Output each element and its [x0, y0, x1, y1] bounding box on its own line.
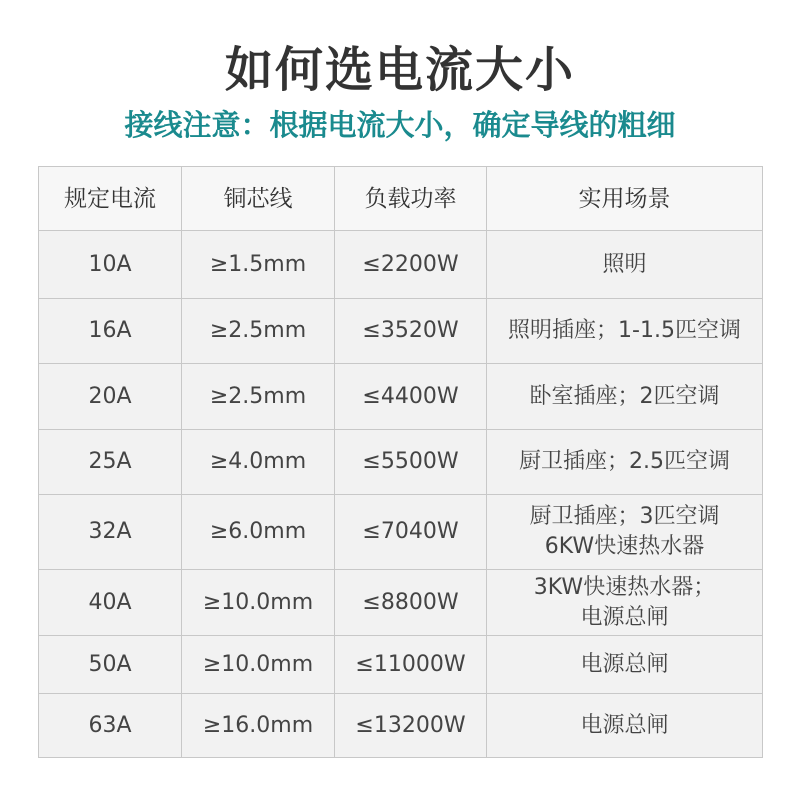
cell-wire: ≥2.5mm — [182, 364, 335, 430]
table-row — [39, 364, 763, 430]
page-title: 如何选电流大小 — [224, 42, 575, 98]
cell-current: 20A — [39, 364, 182, 430]
cell-power: ≤8800W — [335, 570, 487, 636]
usage-line: 3KW快速热水器； — [533, 574, 716, 600]
cell-wire: ≥6.0mm — [182, 495, 335, 570]
usage-line: 照明 — [602, 251, 647, 277]
cell-current: 50A — [39, 636, 182, 694]
usage-line: 卧室插座；2匹空调 — [529, 383, 720, 409]
cell-usage — [487, 694, 763, 758]
cell-current: 40A — [39, 570, 182, 636]
usage-line: 厨卫插座；3匹空调 — [529, 504, 720, 529]
header-wire: 铜芯线 — [182, 167, 335, 231]
cell-power: ≤13200W — [335, 694, 487, 758]
header-current: 规定电流 — [39, 167, 182, 231]
table-row — [39, 570, 763, 636]
usage-line: 6KW快速热水器 — [544, 534, 705, 559]
cell-wire: ≥10.0mm — [182, 636, 335, 694]
cell-current: 32A — [39, 495, 182, 570]
cell-current: 10A — [39, 231, 182, 299]
cell-power: ≤4400W — [335, 364, 487, 430]
cell-usage — [487, 430, 763, 495]
cell-current: 25A — [39, 430, 182, 495]
usage-line: 电源总闸 — [580, 604, 669, 630]
table-row — [39, 299, 763, 364]
cell-power: ≤5500W — [335, 430, 487, 495]
table-row — [39, 430, 763, 495]
cell-usage — [487, 636, 763, 694]
header-power: 负载功率 — [335, 167, 487, 231]
cell-power: ≤3520W — [335, 299, 487, 364]
cell-power: ≤7040W — [335, 495, 487, 570]
cell-power: ≤2200W — [335, 231, 487, 299]
cell-usage — [487, 495, 763, 570]
table-row — [39, 694, 763, 758]
wire-current-table — [38, 166, 763, 758]
cell-wire: ≥10.0mm — [182, 570, 335, 636]
usage-line: 照明插座；1-1.5匹空调 — [508, 318, 741, 343]
usage-line: 电源总闸 — [580, 651, 669, 677]
cell-usage — [487, 299, 763, 364]
cell-current: 16A — [39, 299, 182, 364]
table-row — [39, 231, 763, 299]
table-row — [39, 636, 763, 694]
cell-usage — [487, 570, 763, 636]
table-body — [39, 231, 763, 758]
cell-power: ≤11000W — [335, 636, 487, 694]
page-subtitle: 接线注意：根据电流大小，确定导线的粗细 — [124, 108, 676, 142]
cell-wire: ≥1.5mm — [182, 231, 335, 299]
table-header-row — [39, 167, 763, 231]
cell-usage — [487, 231, 763, 299]
cell-usage — [487, 364, 763, 430]
cell-wire: ≥2.5mm — [182, 299, 335, 364]
header-usage: 实用场景 — [487, 167, 763, 231]
cell-current: 63A — [39, 694, 182, 758]
usage-line: 厨卫插座；2.5匹空调 — [519, 449, 730, 474]
usage-line: 电源总闸 — [580, 712, 669, 738]
table-row — [39, 495, 763, 570]
cell-wire: ≥16.0mm — [182, 694, 335, 758]
cell-wire: ≥4.0mm — [182, 430, 335, 495]
